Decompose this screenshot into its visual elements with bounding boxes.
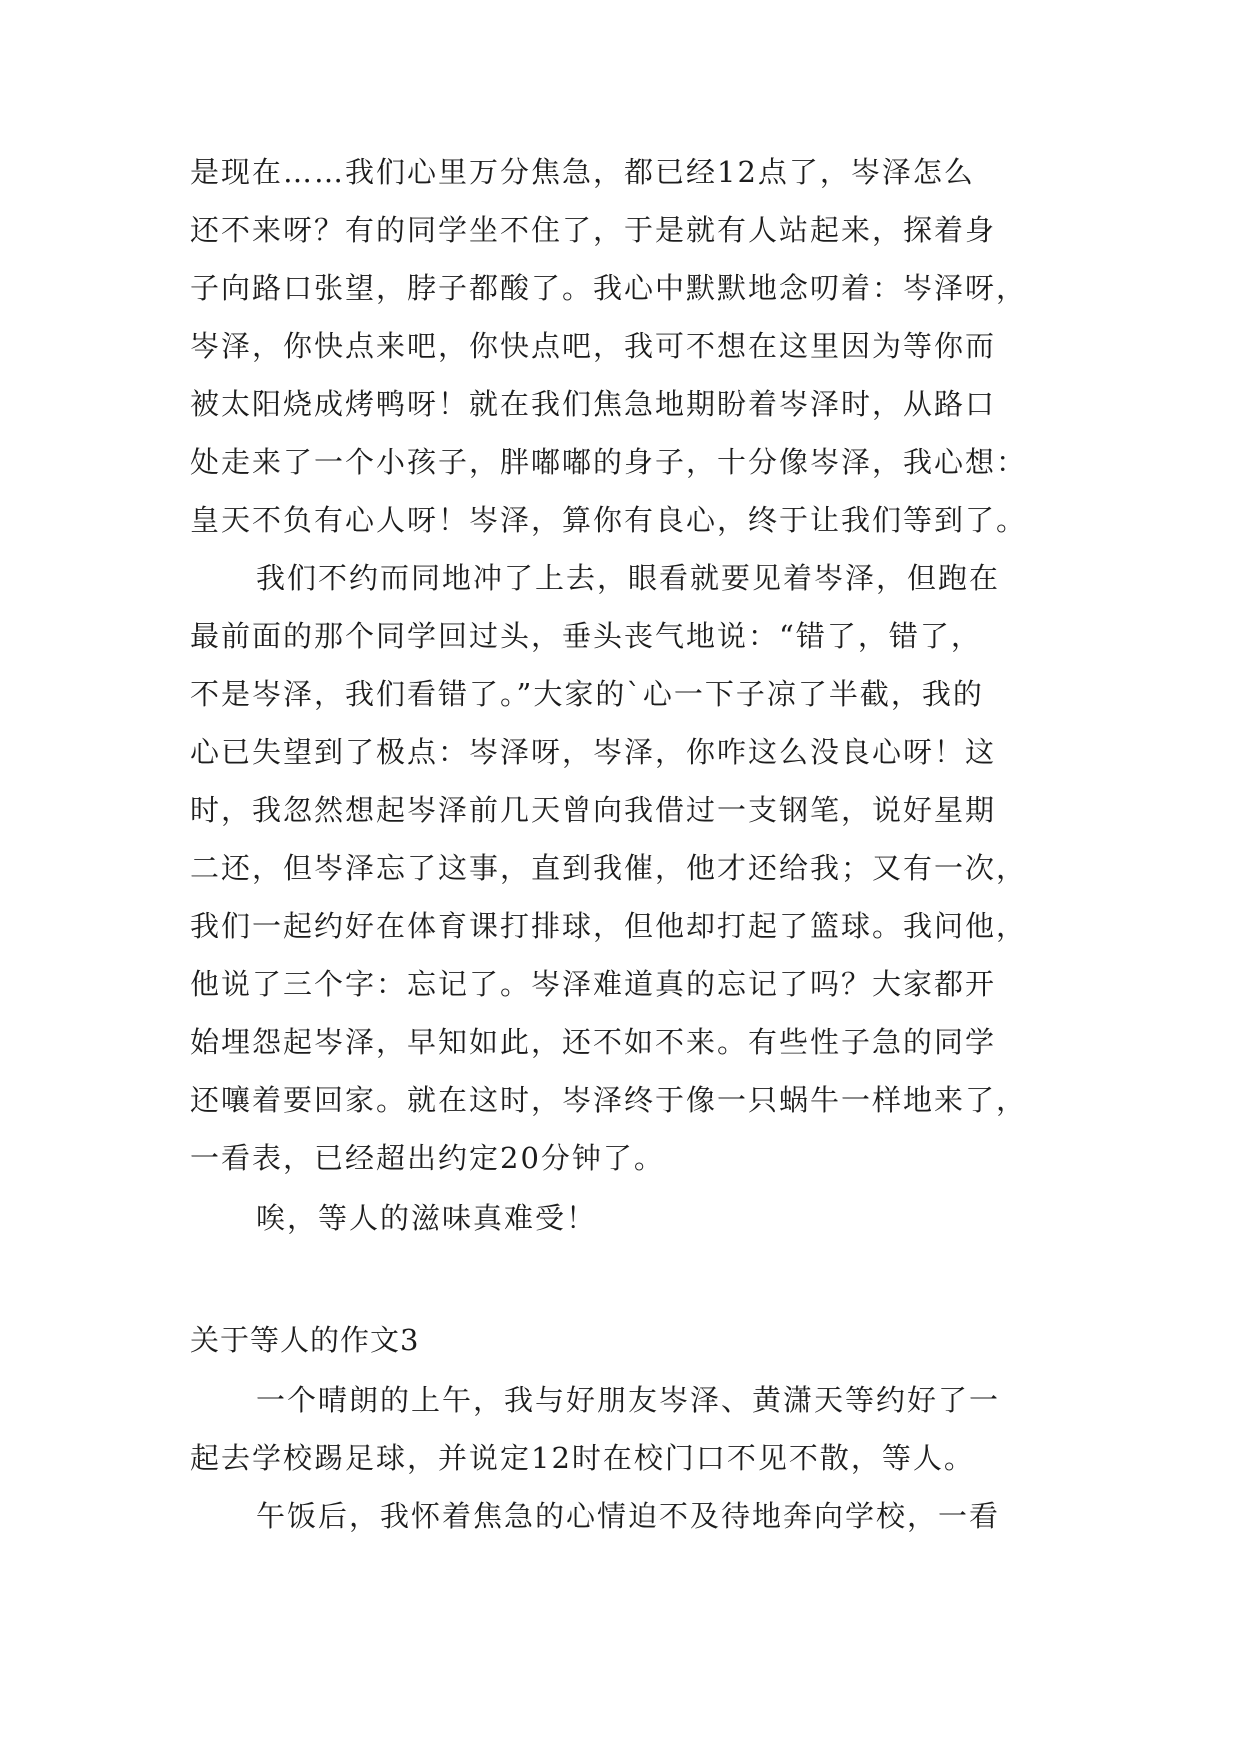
text-line: 一看表，已经超出约定20分钟了。 (190, 1141, 665, 1175)
text-line: 他说了三个字：忘记了。岑泽难道真的忘记了吗？大家都开 (190, 967, 997, 1001)
section-title: 关于等人的作文3 (190, 1323, 420, 1357)
text-line: 我们一起约好在体育课打排球，但他却打起了篮球。我问他， (190, 909, 1028, 943)
text-line: 起去学校踢足球，并说定12时在校门口不见不散，等人。 (190, 1441, 975, 1475)
text-line: 我们不约而同地冲了上去，眼看就要见着岑泽，但跑在 (256, 561, 1001, 595)
text-line: 心已失望到了极点：岑泽呀，岑泽，你咋这么没良心呀！这 (190, 735, 997, 769)
text-line: 时，我忽然想起岑泽前几天曾向我借过一支钢笔，说好星期 (190, 793, 997, 827)
text-line: 还嚷着要回家。就在这时，岑泽终于像一只蜗牛一样地来了， (190, 1083, 1028, 1117)
text-line: 皇天不负有心人呀！岑泽，算你有良心，终于让我们等到了。 (190, 503, 1028, 537)
text-line: 子向路口张望，脖子都酸了。我心中默默地念叨着：岑泽呀， (190, 271, 1028, 305)
text-line: 不是岑泽，我们看错了。”大家的`心一下子凉了半截，我的 (190, 677, 984, 711)
text-line: 还不来呀？有的同学坐不住了，于是就有人站起来，探着身 (190, 213, 997, 247)
text-line: 唉，等人的滋味真难受！ (256, 1201, 598, 1235)
text-line: 被太阳烧成烤鸭呀！就在我们焦急地期盼着岑泽时，从路口 (190, 387, 997, 421)
text-line: 始埋怨起岑泽，早知如此，还不如不来。有些性子急的同学 (190, 1025, 997, 1059)
text-line: 一个晴朗的上午，我与好朋友岑泽、黄潇天等约好了一 (256, 1383, 1001, 1417)
text-line: 午饭后，我怀着焦急的心情迫不及待地奔向学校，一看 (256, 1499, 1001, 1533)
text-line: 二还，但岑泽忘了这事，直到我催，他才还给我；又有一次， (190, 851, 1028, 885)
text-line: 最前面的那个同学回过头，垂头丧气地说：“错了，错了， (190, 619, 982, 653)
text-line: 岑泽，你快点来吧，你快点吧，我可不想在这里因为等你而 (190, 329, 997, 363)
text-line: 是现在……我们心里万分焦急，都已经12点了，岑泽怎么 (190, 155, 975, 189)
text-line: 处走来了一个小孩子，胖嘟嘟的身子，十分像岑泽，我心想： (190, 445, 1028, 479)
